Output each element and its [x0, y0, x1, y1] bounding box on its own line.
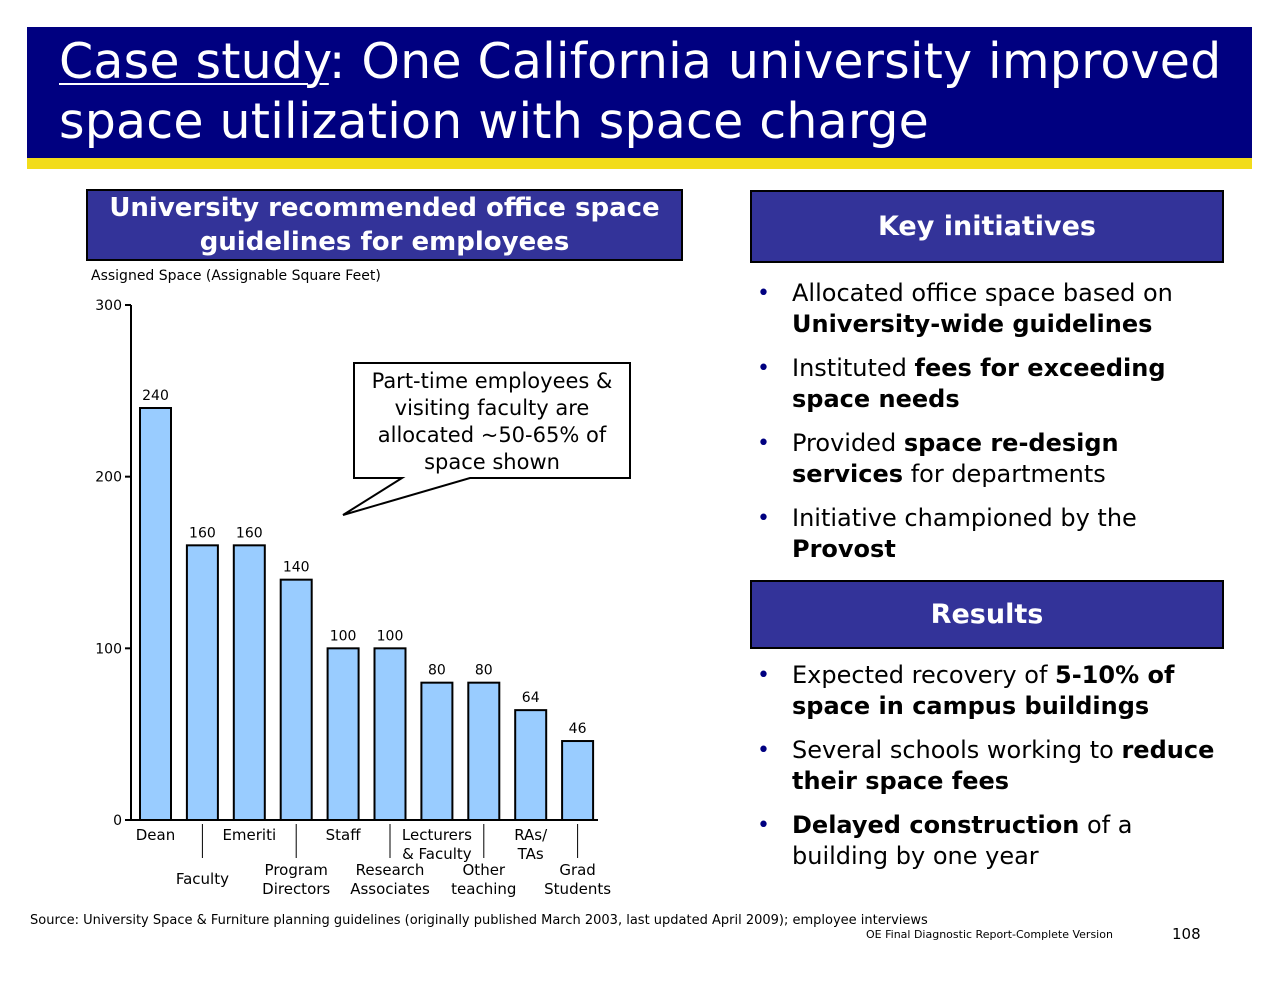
- result-item: [757, 810, 1227, 872]
- category-label: Lecturers: [401, 826, 472, 844]
- bar: [328, 648, 359, 820]
- result-item-bold: Delayed construction: [792, 811, 1080, 839]
- key-initiative-item-pre: Initiative championed by the: [792, 504, 1137, 532]
- key-initiative-item-bold: University-wide guidelines: [792, 310, 1153, 338]
- annotation-text: allocated ~50-65% of: [377, 423, 607, 447]
- source-note: Source: University Space & Furniture planning guidelines (originally published March 2003, last updated April 2009); employee interviews: [30, 913, 928, 928]
- category-label: Directors: [262, 880, 331, 898]
- key-initiative-item-pre: Allocated office space based on: [792, 279, 1173, 307]
- category-label: teaching: [451, 880, 517, 898]
- data-label: 160: [235, 525, 263, 542]
- result-item: [757, 735, 1227, 797]
- key-initiatives-header: Key initiatives: [750, 190, 1224, 263]
- key-initiative-item: [757, 278, 1227, 340]
- category-label: RAs/: [514, 826, 548, 844]
- bar: [140, 408, 171, 820]
- result-item-pre: Expected recovery of: [792, 661, 1056, 689]
- data-label: 160: [189, 525, 216, 542]
- bar: [234, 545, 265, 820]
- y-axis-label: Assigned Space (Assignable Square Feet): [91, 268, 381, 284]
- bar: [187, 545, 218, 820]
- page-number: 108: [1172, 925, 1201, 943]
- chart-header: University recommended office space guidelines for employees: [86, 189, 683, 261]
- bar: [515, 710, 546, 820]
- result-item-post: of a building by one year: [792, 811, 1133, 870]
- result-item-pre: Several schools working to: [792, 736, 1122, 764]
- bar: [281, 580, 312, 820]
- data-label: 100: [329, 628, 357, 645]
- category-label: Grad: [559, 861, 596, 879]
- key-initiative-item: [757, 353, 1227, 415]
- key-initiative-item-bold: fees for exceeding space needs: [792, 354, 1166, 413]
- category-label: Research: [355, 861, 425, 879]
- bar: [421, 683, 452, 820]
- key-initiatives-list: [757, 278, 1227, 578]
- key-initiative-item-bold: space re-design services: [792, 429, 1119, 488]
- key-initiative-item-post: for departments: [903, 460, 1106, 488]
- category-label: & Faculty: [402, 845, 472, 863]
- data-label: 240: [142, 388, 169, 404]
- data-label: 46: [568, 721, 587, 738]
- key-initiative-item-pre: Instituted: [792, 354, 915, 382]
- data-label: 100: [376, 628, 404, 645]
- category-label: Students: [544, 880, 612, 898]
- report-label: OE Final Diagnostic Report-Complete Version: [866, 928, 1113, 941]
- result-item-bold: 5-10% of space in campus buildings: [792, 661, 1175, 720]
- key-initiative-item-pre: Provided: [792, 429, 904, 457]
- result-item: [757, 660, 1227, 722]
- annotation-text: space shown: [424, 450, 560, 474]
- results-list: [757, 660, 1227, 885]
- data-label: 140: [282, 559, 310, 576]
- data-label: 64: [521, 690, 540, 707]
- title-rest: : One California university improved space utilization with space charge: [59, 33, 1222, 150]
- y-tick-label: 200: [95, 469, 122, 486]
- category-label: Program: [264, 861, 328, 879]
- bar: [562, 741, 593, 820]
- y-tick-label: 300: [95, 298, 122, 314]
- category-label: Staff: [325, 826, 361, 844]
- title-underlined: Case study: [59, 33, 329, 90]
- category-label: Associates: [350, 880, 430, 898]
- category-label: TAs: [517, 845, 544, 863]
- key-initiative-item: [757, 428, 1227, 490]
- results-header: Results: [750, 580, 1224, 649]
- y-tick-label: 0: [113, 813, 122, 829]
- key-initiative-item-bold: Provost: [792, 535, 896, 563]
- key-initiative-item: [757, 503, 1227, 565]
- annotation-text: visiting faculty are: [394, 396, 590, 420]
- category-label: Emeriti: [222, 826, 277, 844]
- category-label: Other: [462, 861, 506, 879]
- result-item-bold: reduce their space fees: [792, 736, 1215, 795]
- annotation-text: Part-time employees &: [371, 369, 613, 393]
- data-label: 80: [474, 662, 493, 679]
- bar: [375, 648, 406, 820]
- data-label: 80: [427, 662, 446, 679]
- y-tick-label: 100: [95, 641, 122, 658]
- category-label: Faculty: [175, 870, 229, 888]
- bar: [468, 683, 499, 820]
- category-label: Dean: [135, 826, 176, 844]
